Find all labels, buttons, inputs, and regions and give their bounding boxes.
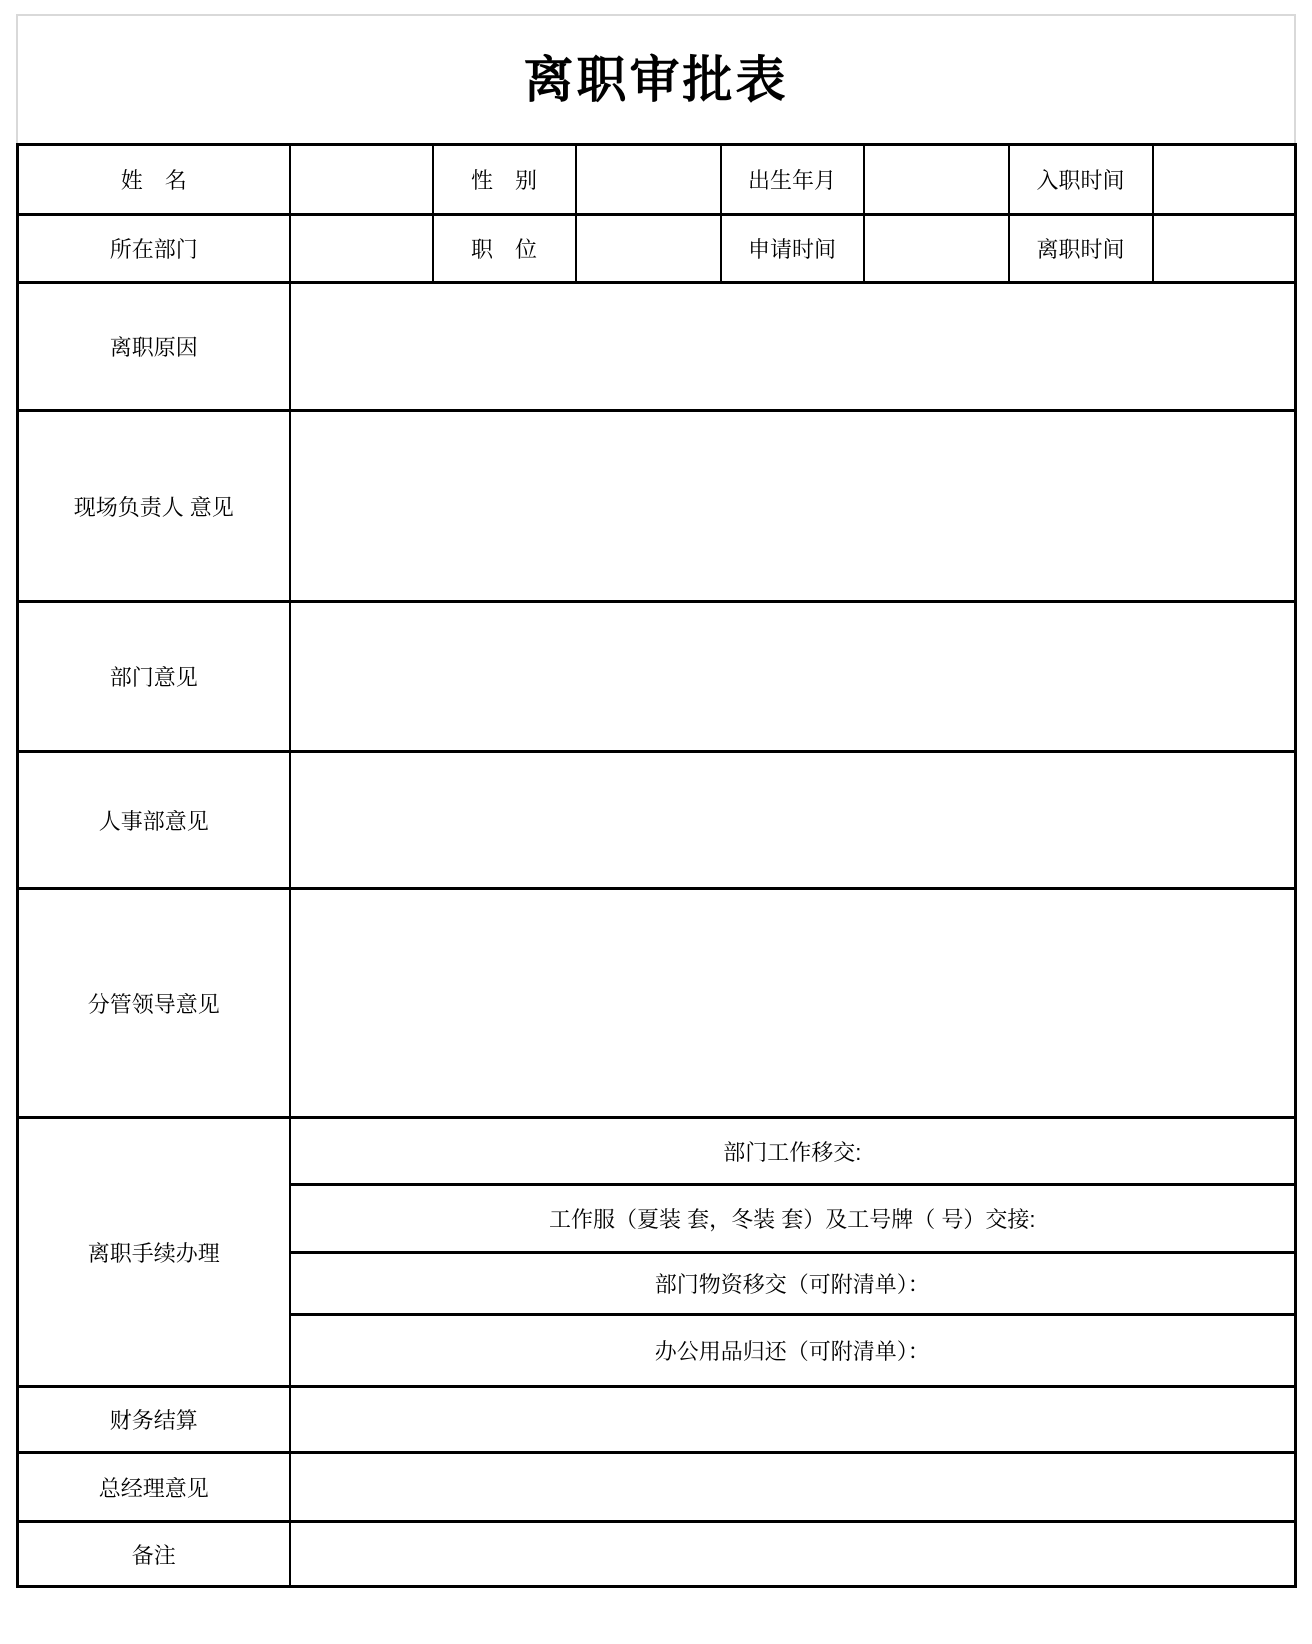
hire-date-field[interactable] (1153, 145, 1296, 215)
resign-reason-label: 离职原因 (18, 283, 290, 411)
resign-reason-field[interactable] (290, 283, 1296, 411)
leave-date-field[interactable] (1153, 215, 1296, 283)
apply-date-field[interactable] (864, 215, 1009, 283)
gender-label: 性 别 (433, 145, 576, 215)
table-row-department-opinion (18, 602, 1296, 752)
gm-opinion-label: 总经理意见 (18, 1453, 290, 1522)
resignation-form-table (16, 143, 1297, 1588)
site-manager-opinion-label: 现场负责人 意见 (18, 411, 290, 602)
procedure-item-materials-handover[interactable]: 部门物资移交（可附清单）： (290, 1253, 1296, 1315)
remarks-label: 备注 (18, 1522, 290, 1587)
department-field[interactable] (290, 215, 433, 283)
procedure-label: 离职手续办理 (18, 1118, 290, 1387)
table-row-resign-reason (18, 283, 1296, 411)
form-sheet (16, 14, 1296, 1588)
leave-date-label: 离职时间 (1009, 215, 1153, 283)
hr-opinion-label: 人事部意见 (18, 752, 290, 889)
procedure-item-office-supplies-return[interactable]: 办公用品归还（可附清单）： (290, 1315, 1296, 1387)
procedure-item-work-handover[interactable]: 部门工作移交: (290, 1118, 1296, 1185)
name-label: 姓 名 (18, 145, 290, 215)
leader-opinion-field[interactable] (290, 889, 1296, 1118)
table-row-gm-opinion (18, 1453, 1296, 1522)
table-row-basic-2 (18, 215, 1296, 283)
gender-field[interactable] (576, 145, 721, 215)
department-opinion-label: 部门意见 (18, 602, 290, 752)
finance-settlement-label: 财务结算 (18, 1387, 290, 1453)
site-manager-opinion-field[interactable] (290, 411, 1296, 602)
table-row-hr-opinion (18, 752, 1296, 889)
position-label: 职 位 (433, 215, 576, 283)
table-row-remarks (18, 1522, 1296, 1587)
name-field[interactable] (290, 145, 433, 215)
hire-date-label: 入职时间 (1009, 145, 1153, 215)
table-row-finance-settlement (18, 1387, 1296, 1453)
birthdate-field[interactable] (864, 145, 1009, 215)
table-row-leader-opinion (18, 889, 1296, 1118)
department-label: 所在部门 (18, 215, 290, 283)
finance-settlement-field[interactable] (290, 1387, 1296, 1453)
department-opinion-field[interactable] (290, 602, 1296, 752)
form-title: 离职审批表 (523, 51, 789, 108)
apply-date-label: 申请时间 (721, 215, 864, 283)
birthdate-label: 出生年月 (721, 145, 864, 215)
position-field[interactable] (576, 215, 721, 283)
hr-opinion-field[interactable] (290, 752, 1296, 889)
table-row-procedure-1 (18, 1118, 1296, 1185)
table-row-basic-1 (18, 145, 1296, 215)
gm-opinion-field[interactable] (290, 1453, 1296, 1522)
procedure-item-uniform-badge[interactable]: 工作服（夏装 套，冬装 套）及工号牌（ 号）交接: (290, 1185, 1296, 1253)
form-title-block (16, 14, 1296, 143)
leader-opinion-label: 分管领导意见 (18, 889, 290, 1118)
remarks-field[interactable] (290, 1522, 1296, 1587)
table-row-site-manager-opinion (18, 411, 1296, 602)
